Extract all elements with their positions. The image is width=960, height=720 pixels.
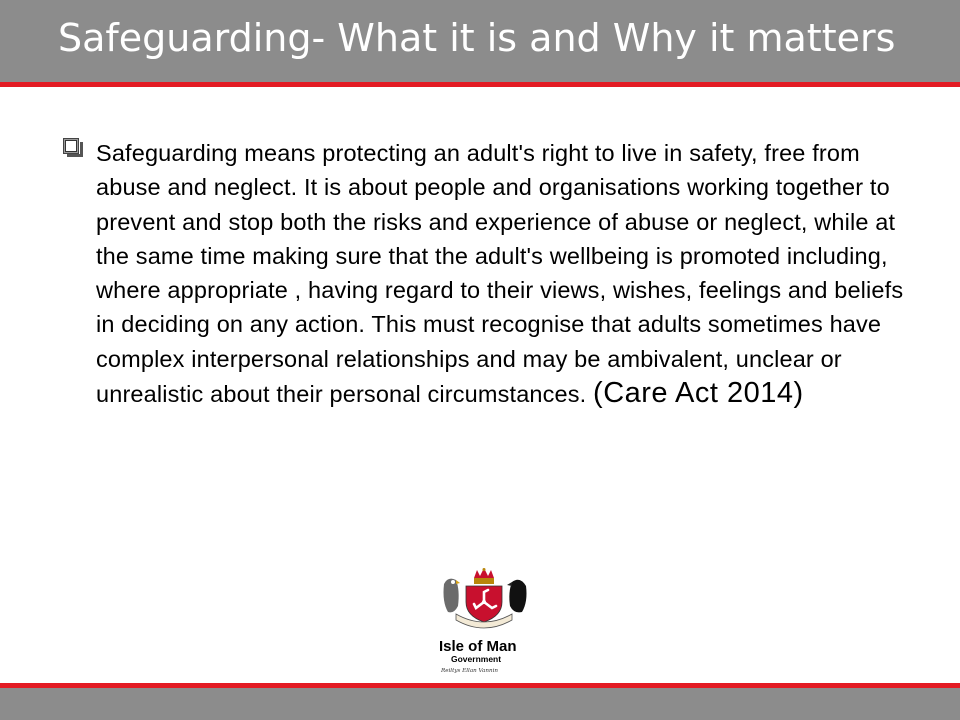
hollow-square-bullet-icon <box>63 138 83 158</box>
shield-icon <box>466 586 502 622</box>
title-divider <box>0 82 960 87</box>
raven-icon <box>507 580 527 613</box>
slide-title: Safeguarding- What it is and Why it matters <box>58 16 896 60</box>
logo-name-line1: Isle of Man <box>439 638 517 655</box>
logo-name-line2: Government <box>451 654 502 664</box>
bullet-paragraph <box>96 136 916 411</box>
falcon-icon <box>444 579 461 613</box>
citation: (Care Act 2014) <box>593 377 804 410</box>
logo-motto: Reiltys Ellan Vannin <box>441 668 498 674</box>
title-bar <box>0 0 960 82</box>
crown-icon <box>474 568 494 584</box>
isle-of-man-government-logo <box>436 568 532 674</box>
safeguarding-definition: Safeguarding means protecting an adult's right to live in safety, free from abuse and neglect. It is about people and organisations working together to prevent and stop both the risks and experience of abuse or neglect, while at the same time making sure that the adult's wellbeing is promoted including, where appropriate , having regard to their views, wishes, feelings and beliefs in deciding on any action. This must recognise that adults sometimes have complex interpersonal relationships and may be ambivalent, unclear or unrealistic about their personal circumstances. <box>96 140 904 408</box>
footer-bar <box>0 688 960 720</box>
